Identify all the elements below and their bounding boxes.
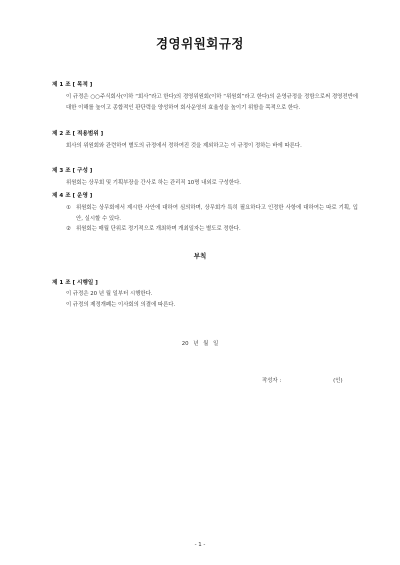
article-3 xyxy=(52,167,358,189)
article-heading: 제 2 조 [ 적용범위 ] xyxy=(52,131,104,137)
article-body: 이 규정은 ○○주식회사(이하 “회사”라고 한다)의 경영위원회(이하 “위원회”라고 한다)의 운영규정을 정함으로써 경영전반에 대한 이해를 높이고 종합적인 판단력을 양성하여 회사운영의 효율성을 높이기 위함을 목적으로 한다. xyxy=(66,94,358,111)
author-label: 작성자 : xyxy=(262,378,282,384)
article-1 xyxy=(52,81,358,113)
article-line: 이 규정의 제정개폐는 이사회의 의결에 따른다. xyxy=(66,301,176,308)
item-text: 위원회는 매월 단위로 정기적으로 개최하며 개최일자는 별도로 정한다. xyxy=(76,226,241,232)
article-4 xyxy=(52,192,358,235)
item-number: ① xyxy=(66,205,71,211)
article-line: 이 규정은 20 년 월 일부터 시행한다. xyxy=(66,291,153,297)
seal-mark: (인) xyxy=(333,378,343,384)
document-title: 경영위원회규정 xyxy=(155,36,245,51)
article-2 xyxy=(52,130,358,152)
date-line: 20 년 월 일 xyxy=(181,341,219,347)
article-body: 회사의 위원회와 관련하여 별도의 규정에서 정하여진 것을 제외하고는 이 규정이 정하는 바에 따른다. xyxy=(66,143,302,149)
item-text: 위원회는 상무회에서 제시한 사안에 대하여 심의하며, 상무회가 특히 필요하다고 인정한 사항에 대하여는 따로 기획, 입안, 실시할 수 있다. xyxy=(76,205,358,222)
article-body: 위원회는 상무회 및 기획부장을 간사로 하는 관리직 10명 내외로 구성한다. xyxy=(66,180,242,186)
article-heading: 제 1 조 [ 시행일 ] xyxy=(52,280,98,286)
item-number: ② xyxy=(66,226,71,232)
supplementary-title: 부칙 xyxy=(193,252,207,260)
supplementary-article-1 xyxy=(52,279,358,310)
article-item xyxy=(52,203,358,224)
author-line xyxy=(262,376,343,384)
page-number: - 1 - xyxy=(194,542,206,548)
article-heading: 제 3 조 [ 구성 ] xyxy=(52,168,93,174)
article-item xyxy=(52,224,358,235)
article-heading: 제 1 조 [ 목적 ] xyxy=(52,82,93,88)
article-heading: 제 4 조 [ 운영 ] xyxy=(52,193,93,199)
